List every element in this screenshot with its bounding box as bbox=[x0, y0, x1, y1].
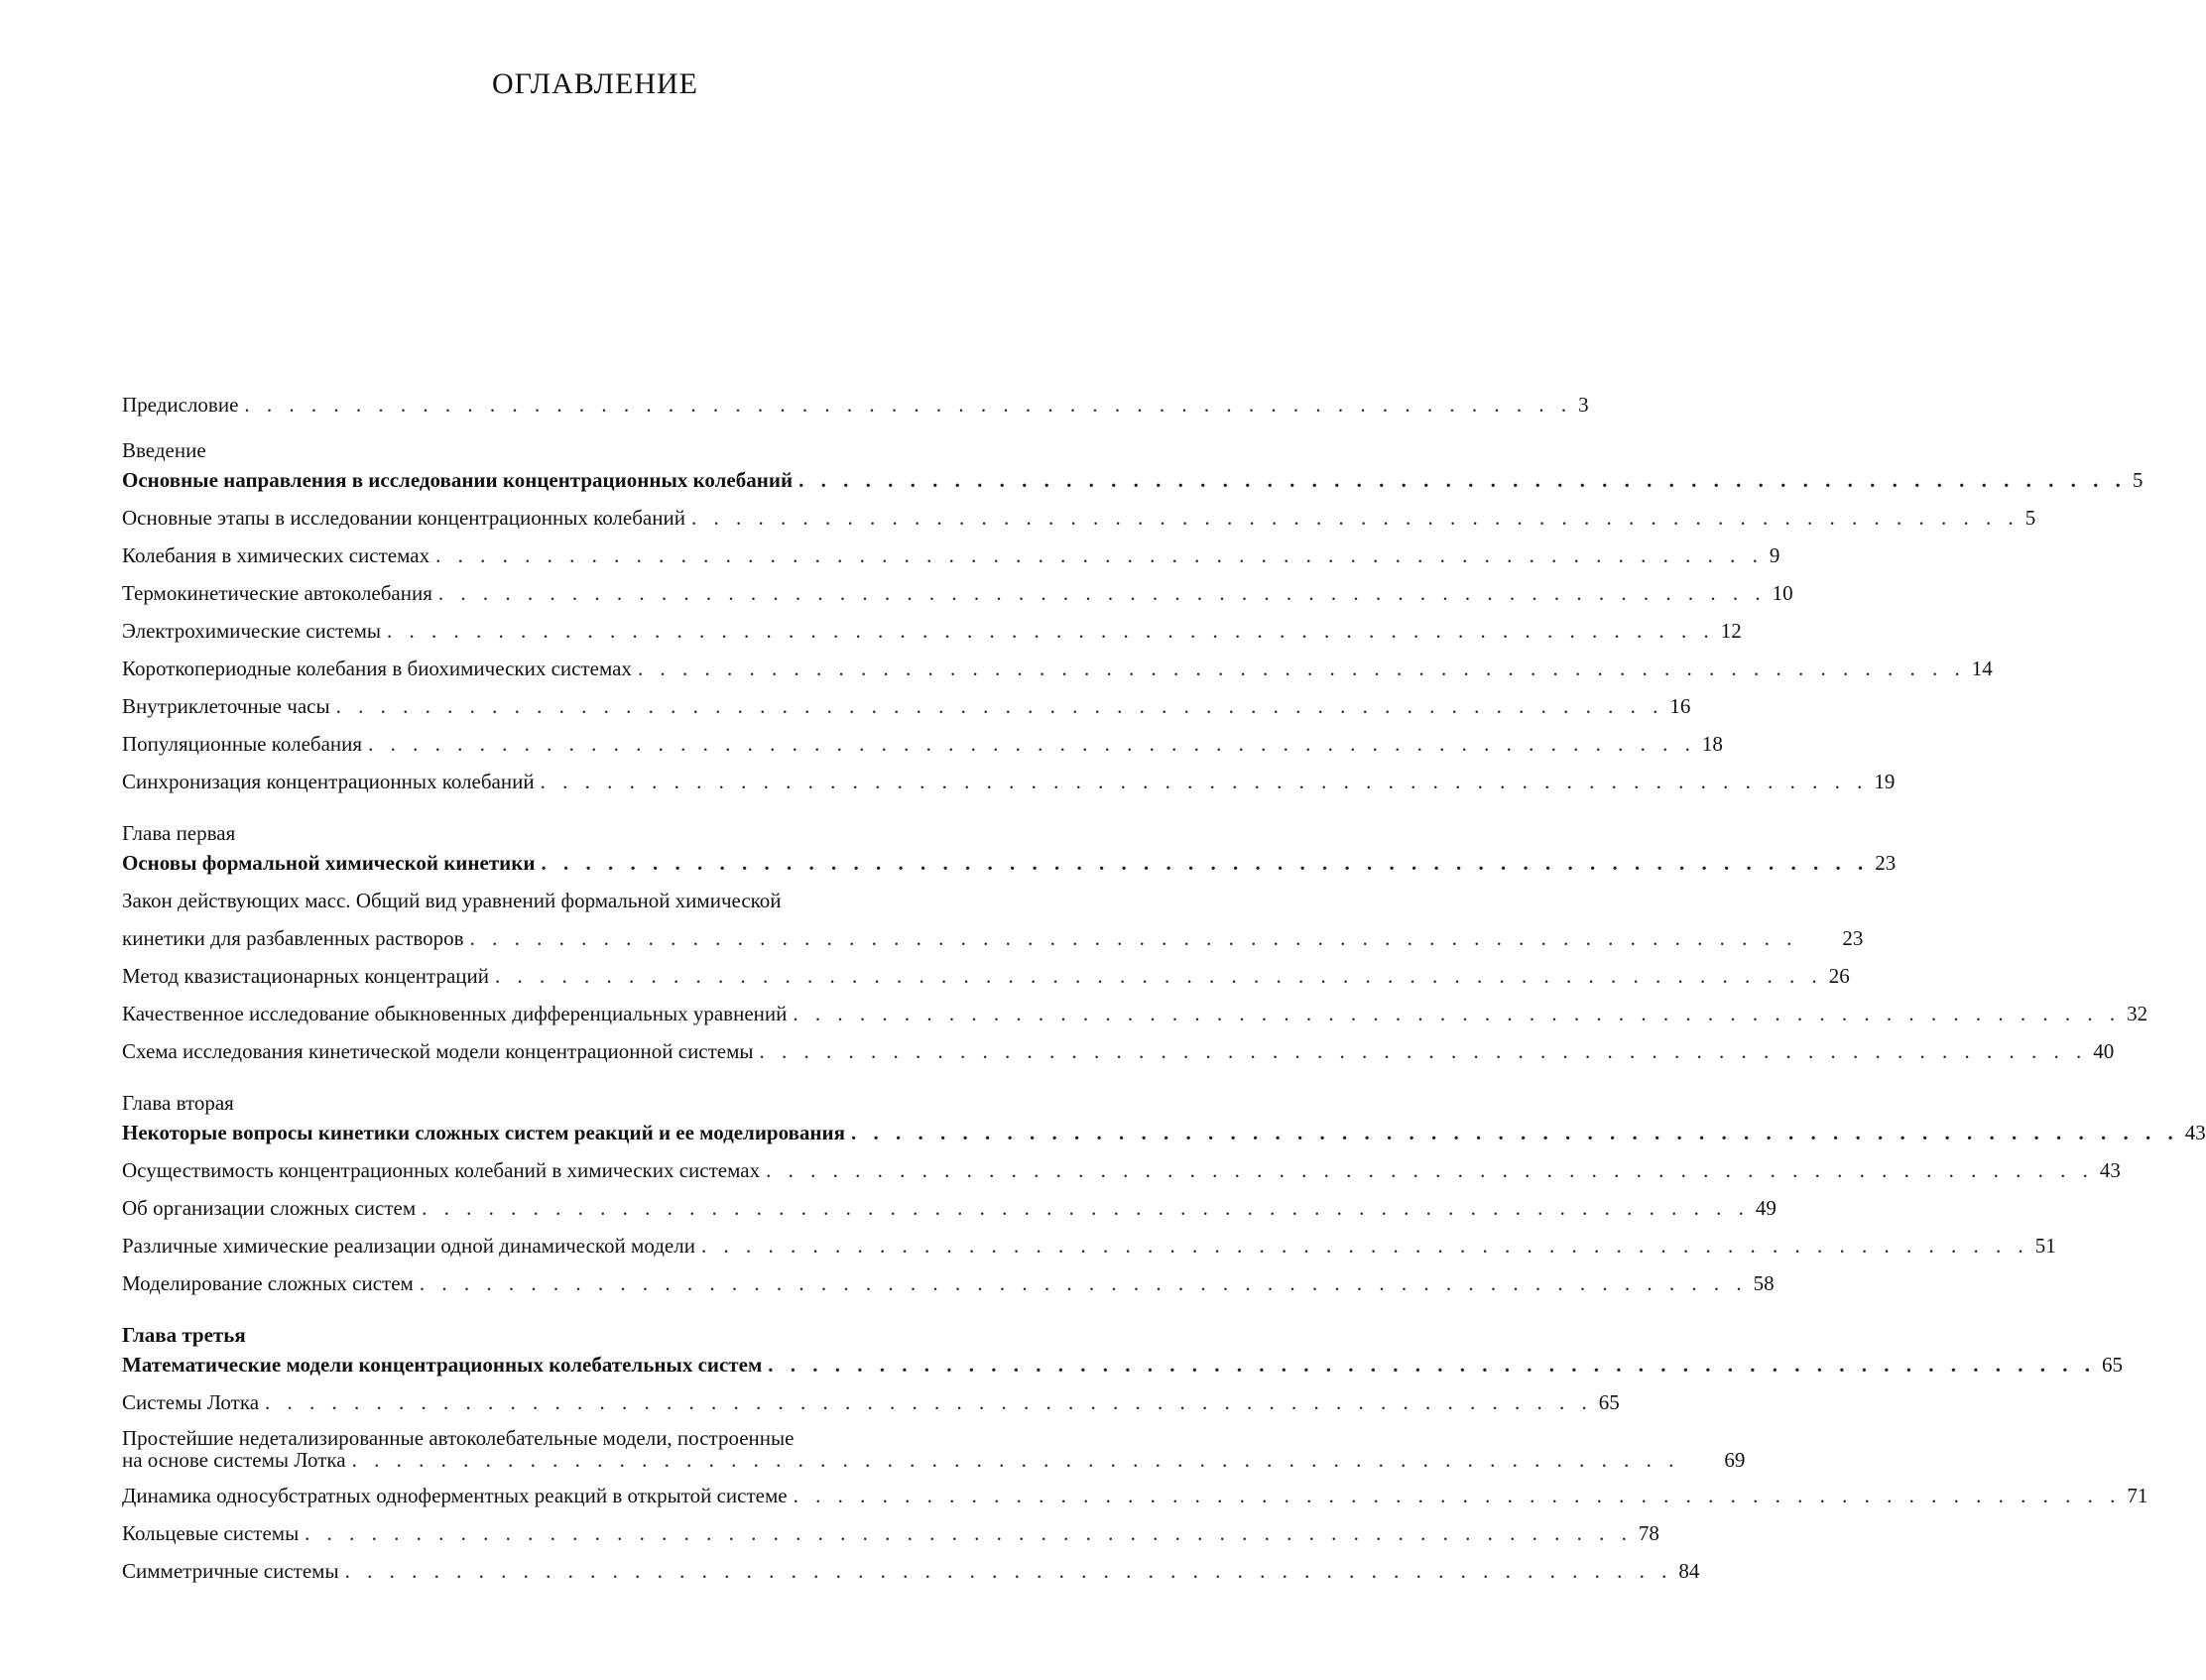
dot-leader bbox=[541, 850, 1869, 876]
dot-leader bbox=[798, 467, 2127, 493]
toc-entry bbox=[122, 1038, 2115, 1076]
toc-entry-text: Электрохимические системы bbox=[122, 619, 382, 643]
toc-page-number: 40 bbox=[2093, 1039, 2115, 1063]
toc-entry-text: Основные направления в исследовании концентрационных колебаний bbox=[122, 468, 794, 492]
toc-page-number: 51 bbox=[2034, 1234, 2056, 1258]
toc-entry-text: Короткопериодные колебания в биохимических системах bbox=[122, 657, 632, 680]
toc-entry bbox=[122, 1270, 1775, 1308]
dot-leader bbox=[420, 1270, 1748, 1296]
toc-entry bbox=[122, 1001, 2148, 1038]
section-label-chapter2: Глава вторая bbox=[122, 1091, 234, 1115]
toc-page-number: 84 bbox=[1678, 1559, 1700, 1583]
toc-page-number: 14 bbox=[1971, 657, 1993, 680]
dot-leader bbox=[265, 1389, 1593, 1415]
toc-entry-text: Некоторые вопросы кинетики сложных систем реакций и ее моделирования bbox=[122, 1121, 845, 1144]
toc-entry-text: Математические модели концентрационных колебательных систем bbox=[122, 1353, 763, 1377]
toc-page-number: 23 bbox=[1842, 926, 1864, 950]
toc-entry-text: Схема исследования кинетической модели концентрационной системы bbox=[122, 1039, 754, 1063]
toc-entry-wrapped bbox=[122, 1426, 1746, 1483]
toc-entry-text: Основы формальной химической кинетики bbox=[122, 851, 536, 875]
toc-entry-line1: Простейшие недетализированные автоколебательные модели, построенные bbox=[122, 1426, 795, 1450]
toc-page-number: 49 bbox=[1755, 1196, 1777, 1220]
toc-entry bbox=[122, 542, 1780, 580]
toc-entry-text: Внутриклеточные часы bbox=[122, 694, 330, 718]
toc-page-number: 18 bbox=[1701, 732, 1723, 756]
toc-page-number: 5 bbox=[2024, 506, 2036, 530]
toc-entry-text: Различные химические реализации одной динамической модели bbox=[122, 1234, 695, 1258]
section-heading-introduction bbox=[122, 467, 2144, 505]
toc-page-number: 23 bbox=[1875, 851, 1897, 875]
toc-entry bbox=[122, 580, 1793, 618]
dot-leader bbox=[422, 1195, 1750, 1221]
toc-page-number: 43 bbox=[2099, 1158, 2121, 1182]
dot-leader bbox=[352, 1449, 1680, 1471]
toc-entry bbox=[122, 1195, 1777, 1233]
toc-entry-wrapped bbox=[122, 888, 1864, 963]
toc-entry-line1: Закон действующих масс. Общий вид уравнений формальной химической bbox=[122, 889, 782, 912]
section-label-chapter1: Глава первая bbox=[122, 821, 236, 845]
toc-entry-text: Предисловие bbox=[122, 393, 239, 417]
toc-page-number: 10 bbox=[1772, 581, 1793, 605]
dot-leader bbox=[387, 618, 1715, 644]
dot-leader bbox=[794, 1483, 2122, 1508]
dot-leader bbox=[345, 1558, 1673, 1584]
dot-leader bbox=[701, 1233, 2029, 1259]
dot-leader bbox=[793, 1001, 2121, 1026]
section-label-chapter3: Глава третья bbox=[122, 1323, 246, 1347]
dot-leader bbox=[336, 693, 1664, 719]
toc-entry-text: Системы Лотка bbox=[122, 1390, 260, 1414]
dot-leader bbox=[305, 1520, 1633, 1546]
dot-leader bbox=[495, 963, 1823, 989]
toc-entry-text: Метод квазистационарных концентраций bbox=[122, 964, 489, 988]
toc-entry-line2: кинетики для разбавленных растворов bbox=[122, 926, 464, 950]
toc-page-number: 32 bbox=[2127, 1002, 2148, 1025]
toc-entry-text: Кольцевые системы bbox=[122, 1521, 300, 1545]
toc-entry-text: Об организации сложных систем bbox=[122, 1196, 417, 1220]
section-heading-chapter2 bbox=[122, 1120, 2206, 1157]
toc-entry-preface bbox=[122, 392, 1589, 429]
toc-entry-text: Симметричные системы bbox=[122, 1559, 339, 1583]
toc-entry-text: Термокинетические автоколебания bbox=[122, 581, 432, 605]
toc-entry bbox=[122, 1558, 1700, 1596]
toc-page-number: 16 bbox=[1669, 694, 1691, 718]
toc-page-number: 69 bbox=[1724, 1448, 1746, 1472]
toc-page-number: 58 bbox=[1753, 1271, 1775, 1295]
toc-entry bbox=[122, 963, 1850, 1001]
toc-entry bbox=[122, 505, 2036, 542]
section-heading-chapter3 bbox=[122, 1352, 2123, 1389]
toc-page-number: 12 bbox=[1720, 619, 1742, 643]
toc-entry bbox=[122, 618, 1742, 656]
toc-page-number: 71 bbox=[2127, 1484, 2148, 1507]
toc-page-number: 78 bbox=[1638, 1521, 1659, 1545]
toc-entry bbox=[122, 1389, 1620, 1427]
toc-entry bbox=[122, 1483, 2148, 1520]
section-label-introduction: Введение bbox=[122, 438, 206, 462]
toc-entry-text: Осуществимость концентрационных колебаний в химических системах bbox=[122, 1158, 761, 1182]
toc-entry-text: Колебания в химических системах bbox=[122, 543, 430, 567]
toc-page-number: 3 bbox=[1578, 393, 1589, 417]
toc-entry-text: Основные этапы в исследовании концентрационных колебаний bbox=[122, 506, 685, 530]
dot-leader bbox=[851, 1120, 2179, 1145]
dot-leader bbox=[435, 542, 1764, 568]
toc-entry bbox=[122, 1233, 2056, 1270]
toc-entry-text: Популяционные колебания bbox=[122, 732, 363, 756]
toc-entry bbox=[122, 693, 1691, 731]
table-of-contents bbox=[122, 392, 2206, 1596]
toc-page-number: 65 bbox=[1598, 1390, 1620, 1414]
dot-leader bbox=[470, 925, 1798, 951]
toc-entry bbox=[122, 1520, 1659, 1558]
toc-page-number: 26 bbox=[1828, 964, 1850, 988]
dot-leader bbox=[768, 1352, 2096, 1378]
toc-entry-text: Моделирование сложных систем bbox=[122, 1271, 414, 1295]
toc-page-number: 43 bbox=[2184, 1121, 2206, 1144]
section-heading-chapter1 bbox=[122, 850, 1897, 888]
dot-leader bbox=[691, 505, 2020, 531]
dot-leader bbox=[541, 769, 1869, 794]
toc-entry bbox=[122, 1157, 2121, 1195]
toc-entry bbox=[122, 731, 1723, 769]
toc-entry-text: Синхронизация концентрационных колебаний bbox=[122, 770, 535, 793]
toc-page-number: 5 bbox=[2132, 468, 2144, 492]
dot-leader bbox=[760, 1038, 2088, 1064]
toc-page-number: 9 bbox=[1769, 543, 1780, 567]
toc-entry-line2: на основе системы Лотка bbox=[122, 1448, 346, 1472]
dot-leader bbox=[638, 656, 1966, 681]
dot-leader bbox=[244, 392, 1572, 418]
page-title: ОГЛАВЛЕНИЕ bbox=[492, 67, 698, 100]
dot-leader bbox=[368, 731, 1696, 757]
toc-entry-text: Качественное исследование обыкновенных дифференциальных уравнений bbox=[122, 1002, 788, 1025]
dot-leader bbox=[766, 1157, 2094, 1183]
toc-page-number: 19 bbox=[1874, 770, 1896, 793]
toc-entry-text: Динамика односубстратных однoферментных реакций в открытой системе bbox=[122, 1484, 788, 1507]
toc-entry bbox=[122, 656, 1993, 693]
dot-leader bbox=[438, 580, 1767, 606]
toc-entry bbox=[122, 769, 1896, 806]
toc-page-number: 65 bbox=[2102, 1353, 2123, 1377]
